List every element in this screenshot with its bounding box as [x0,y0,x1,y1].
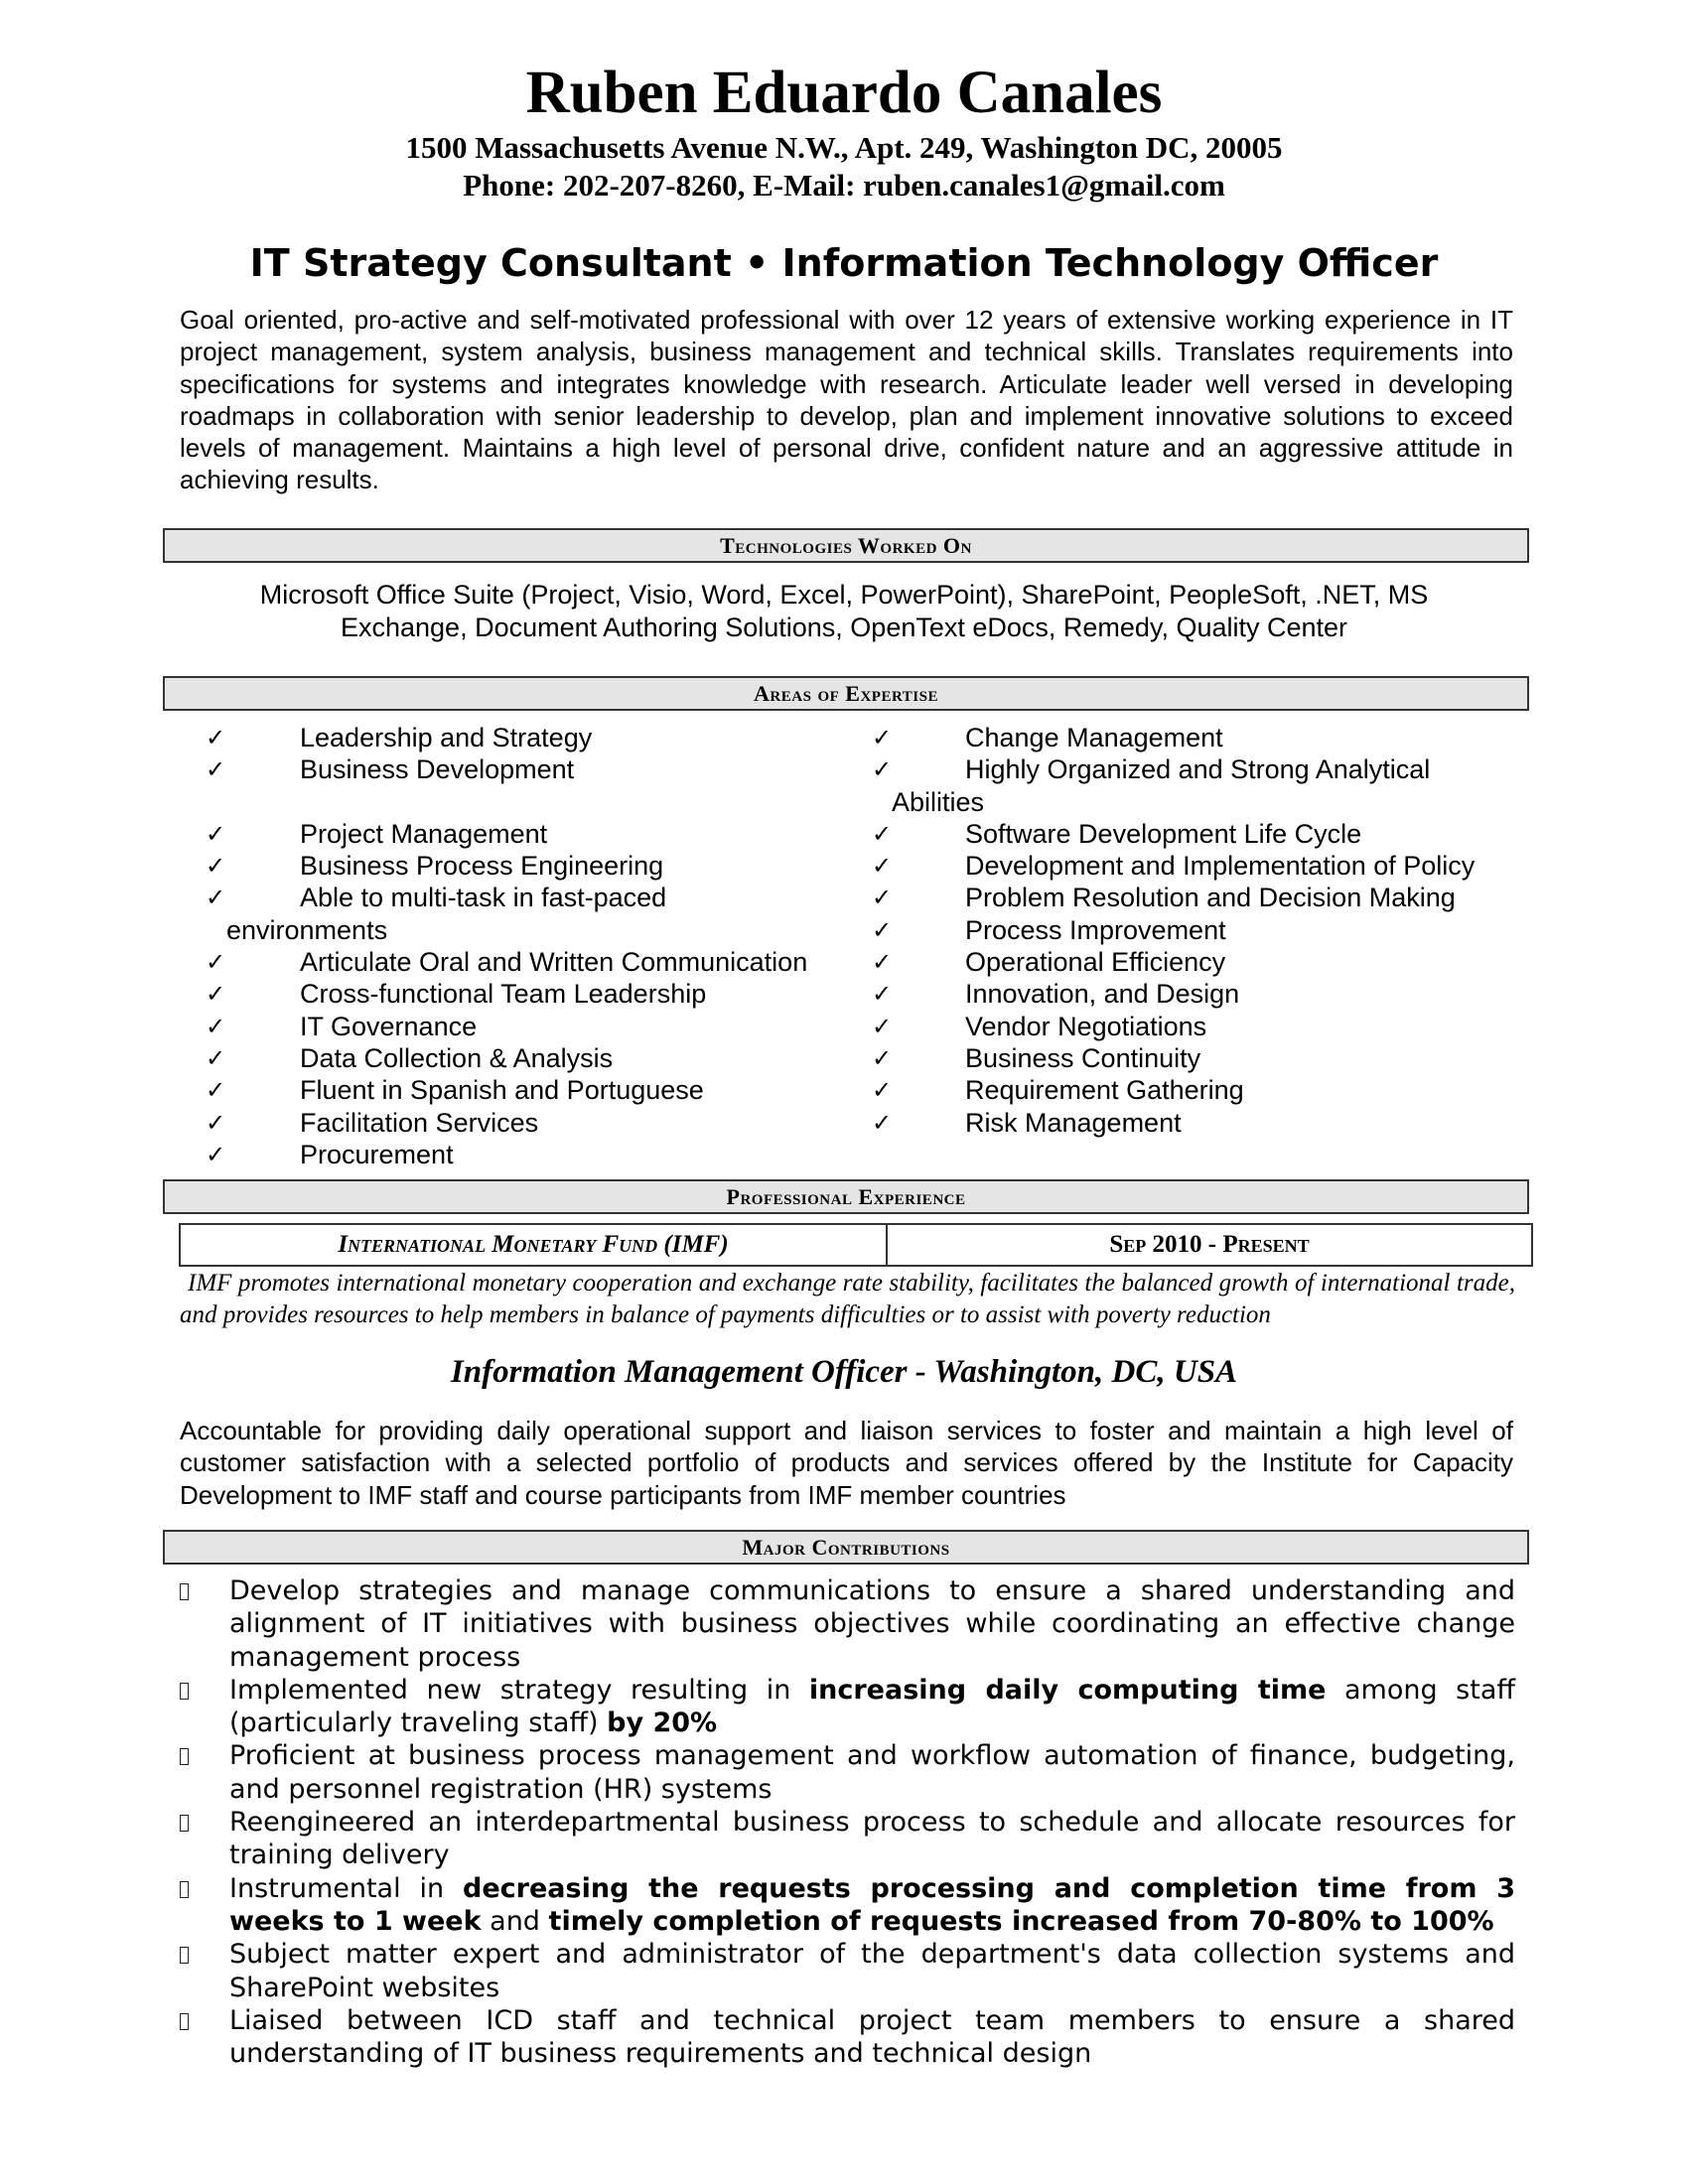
contribution-item [180,1674,1515,1740]
expertise-item [0,1042,844,1074]
expertise-item-label-continued: Abilities [892,786,985,817]
checkmark-icon: ✓ [206,755,226,784]
expertise-item-label: Development and Implementation of Policy [965,851,1476,882]
summary-paragraph: Goal oriented, pro-active and self-motivated professional with over 12 years of extensive working experience in IT project management, system analysis, business management and technical skills. Translates requirements into specifications for systems and integrates knowledge with research. Articulate leader well versed in developing roadmaps in collaboration with senior leadership to develop, plan and implement innovative solutions to exceed levels of management. Maintains a high level of personal drive, confident nature and an aggressive attitude in achieving results. [180,305,1513,495]
expertise-item-label-continued: environments [226,914,388,945]
contribution-item [180,1806,1515,1872]
contributions-list [180,1574,1515,2070]
expertise-item [0,946,844,978]
contribution-text: Reengineered an interdepartmental business process to schedule and allocate resources for training delivery [229,1807,1515,1871]
expertise-item-label: Software Development Life Cycle [965,818,1362,849]
employer-row [179,1223,1533,1267]
square-bullet-icon [180,2013,189,2030]
expertise-item [0,1107,844,1139]
checkmark-icon: ✓ [872,1043,893,1072]
checkmark-icon: ✓ [206,948,226,977]
expertise-item [0,786,844,818]
expertise-item [0,1074,844,1106]
contribution-item [180,1938,1515,2004]
expertise-item [844,753,1688,818]
expertise-item-label: Risk Management [965,1107,1182,1138]
expertise-heading-text: Areas of Expertise [754,681,938,706]
checkmark-icon: ✓ [206,724,226,751]
contribution-highlight: decreasing the requests processing and completion time from 3 weeks to 1 week [229,1872,1515,1937]
checkmark-icon: ✓ [872,884,893,912]
contribution-item [180,1739,1515,1806]
contribution-text: Subject matter expert and administrator of the department's data collection systems and SharePoint websites [229,1939,1515,2003]
expertise-item-label: Facilitation Services [300,1107,539,1138]
employment-dates: Sep 2010 - Present [1109,1231,1310,1258]
checkmark-icon: ✓ [206,1043,226,1072]
expertise-item-label: Vendor Negotiations [965,1011,1207,1041]
technologies-heading-text: Technologies Worked On [720,533,972,558]
role-description: Accountable for providing daily operational support and liaison services to foster and maintain a high level of customer satisfaction with a selected portfolio of products and services offered by the Institute for Capacity Development to IMF staff and course participants from IMF member countries [180,1416,1513,1510]
expertise-item-label: Leadership and Strategy [300,723,593,752]
expertise-item [844,1107,1688,1139]
contribution-highlight: by 20% [607,1707,718,1739]
contribution-item [180,2004,1515,2071]
technologies-heading [163,528,1529,563]
checkmark-icon: ✓ [872,948,893,977]
technologies-line: Microsoft Office Suite (Project, Visio, Word, Excel, PowerPoint), SharePoint, PeopleSoft, .NET, MS [259,580,1429,610]
contribution-item [180,1872,1515,1939]
contribution-text: and [481,1905,549,1937]
expertise-item [844,722,1688,753]
checkmark-icon: ✓ [206,980,226,1009]
checkmark-icon: ✓ [872,1012,893,1040]
checkmark-icon: ✓ [206,1140,226,1168]
expertise-item-label: Problem Resolution and Decision Making [965,883,1456,913]
checkmark-icon: ✓ [206,884,226,912]
checkmark-icon: ✓ [872,980,893,1009]
expertise-item-label: Articulate Oral and Written Communication [300,947,808,978]
square-bullet-icon [180,1583,189,1600]
contribution-highlight: increasing daily computing time [808,1674,1327,1706]
checkmark-icon: ✓ [872,1108,893,1137]
expertise-item-label: Fluent in Spanish and Portuguese [300,1075,704,1106]
expertise-item-label: Requirement Gathering [965,1075,1244,1106]
role-title: Information Management Officer - Washington, DC, USA [450,1354,1238,1390]
checkmark-icon: ✓ [872,1076,893,1105]
checkmark-icon: ✓ [872,819,893,848]
expertise-heading [163,676,1529,711]
expertise-item-label: Process Improvement [965,914,1226,945]
contribution-highlight: timely completion of requests increased from 70-80% to 100% [548,1905,1494,1937]
experience-heading [163,1179,1529,1214]
contribution-text: Liaised between ICD staff and technical project team members to ensure a shared understanding of IT business requirements and technical design [229,2004,1515,2070]
contribution-text: Instrumental in [229,1872,464,1904]
expertise-item-label: IT Governance [300,1011,478,1041]
expertise-item-label: Data Collection & Analysis [300,1042,614,1073]
expertise-item [0,722,844,753]
expertise-item [0,753,844,785]
checkmark-icon: ✓ [206,819,226,848]
expertise-item-label: Change Management [965,723,1223,752]
contact-line: Phone: 202-207-8260, E-Mail: ruben.canales1@gmail.com [463,168,1225,203]
expertise-item-label: Procurement [300,1139,454,1169]
contribution-text: Develop strategies and manage communications to ensure a shared understanding and alignment of IT initiatives with business objectives while coordinating an effective change management process [229,1575,1515,1673]
expertise-item [0,850,844,882]
square-bullet-icon [180,1815,189,1832]
technologies-list [199,579,1489,644]
expertise-item-label: Cross-functional Team Leadership [300,979,707,1010]
contributions-heading [163,1530,1529,1565]
employer-name: International Monetary Fund (IMF) [181,1225,888,1265]
checkmark-icon: ✓ [206,1108,226,1137]
expertise-item-label: Operational Efficiency [965,947,1226,978]
expertise-item [0,818,844,850]
contribution-item [180,1574,1515,1674]
candidate-name: Ruben Eduardo Canales [525,60,1163,126]
expertise-item [0,1139,844,1170]
expertise-item [844,946,1688,978]
expertise-item [0,882,844,946]
contribution-text: Implemented new strategy resulting in [229,1674,809,1706]
headline-title: IT Strategy Consultant • Information Technology Officer [249,241,1439,285]
contribution-text: Proficient at business process management and workflow automation of finance, budgeting, and personnel registration (HR) systems [229,1740,1515,1805]
expertise-item-label: Business Continuity [965,1042,1201,1073]
square-bullet-icon [180,1683,189,1700]
checkmark-icon: ✓ [872,915,893,944]
expertise-item [844,818,1688,850]
checkmark-icon: ✓ [206,1012,226,1040]
expertise-item [0,1011,844,1042]
expertise-item-label: Business Development [300,754,575,785]
expertise-item-label: Project Management [300,818,548,849]
contribution-text: among staff (particularly traveling staff) [229,1674,1515,1739]
expertise-item [844,1074,1688,1106]
expertise-item [844,882,1688,913]
square-bullet-icon [180,1881,189,1898]
employer-description: IMF promotes international monetary cooperation and exchange rate stability, facilitates the balanced growth of international trade, and provides resources to help members in balance of payments difficulties or to assist with poverty reduction [180,1270,1515,1328]
checkmark-icon: ✓ [872,724,893,751]
expertise-item-label: Innovation, and Design [965,979,1240,1010]
expertise-item [0,978,844,1010]
expertise-item [844,1011,1688,1042]
experience-heading-text: Professional Experience [726,1184,966,1209]
expertise-list-right [844,722,1688,1139]
expertise-item [844,978,1688,1010]
contributions-heading-text: Major Contributions [742,1535,950,1560]
square-bullet-icon [180,1947,189,1964]
technologies-line: Exchange, Document Authoring Solutions, OpenText eDocs, Remedy, Quality Center [340,613,1348,642]
expertise-item [844,850,1688,882]
expertise-item [844,914,1688,946]
checkmark-icon: ✓ [872,852,893,881]
expertise-item-label: Business Process Engineering [300,851,664,882]
square-bullet-icon [180,1748,189,1765]
expertise-item [844,1042,1688,1074]
checkmark-icon: ✓ [872,755,893,784]
expertise-list-left [0,722,844,1170]
checkmark-icon: ✓ [206,1076,226,1105]
expertise-item-label: Highly Organized and Strong Analytical [965,754,1431,785]
expertise-item-label: Able to multi-task in fast-paced [300,883,667,913]
checkmark-icon: ✓ [206,852,226,881]
address-line: 1500 Massachusetts Avenue N.W., Apt. 249, Washington DC, 20005 [405,130,1283,165]
